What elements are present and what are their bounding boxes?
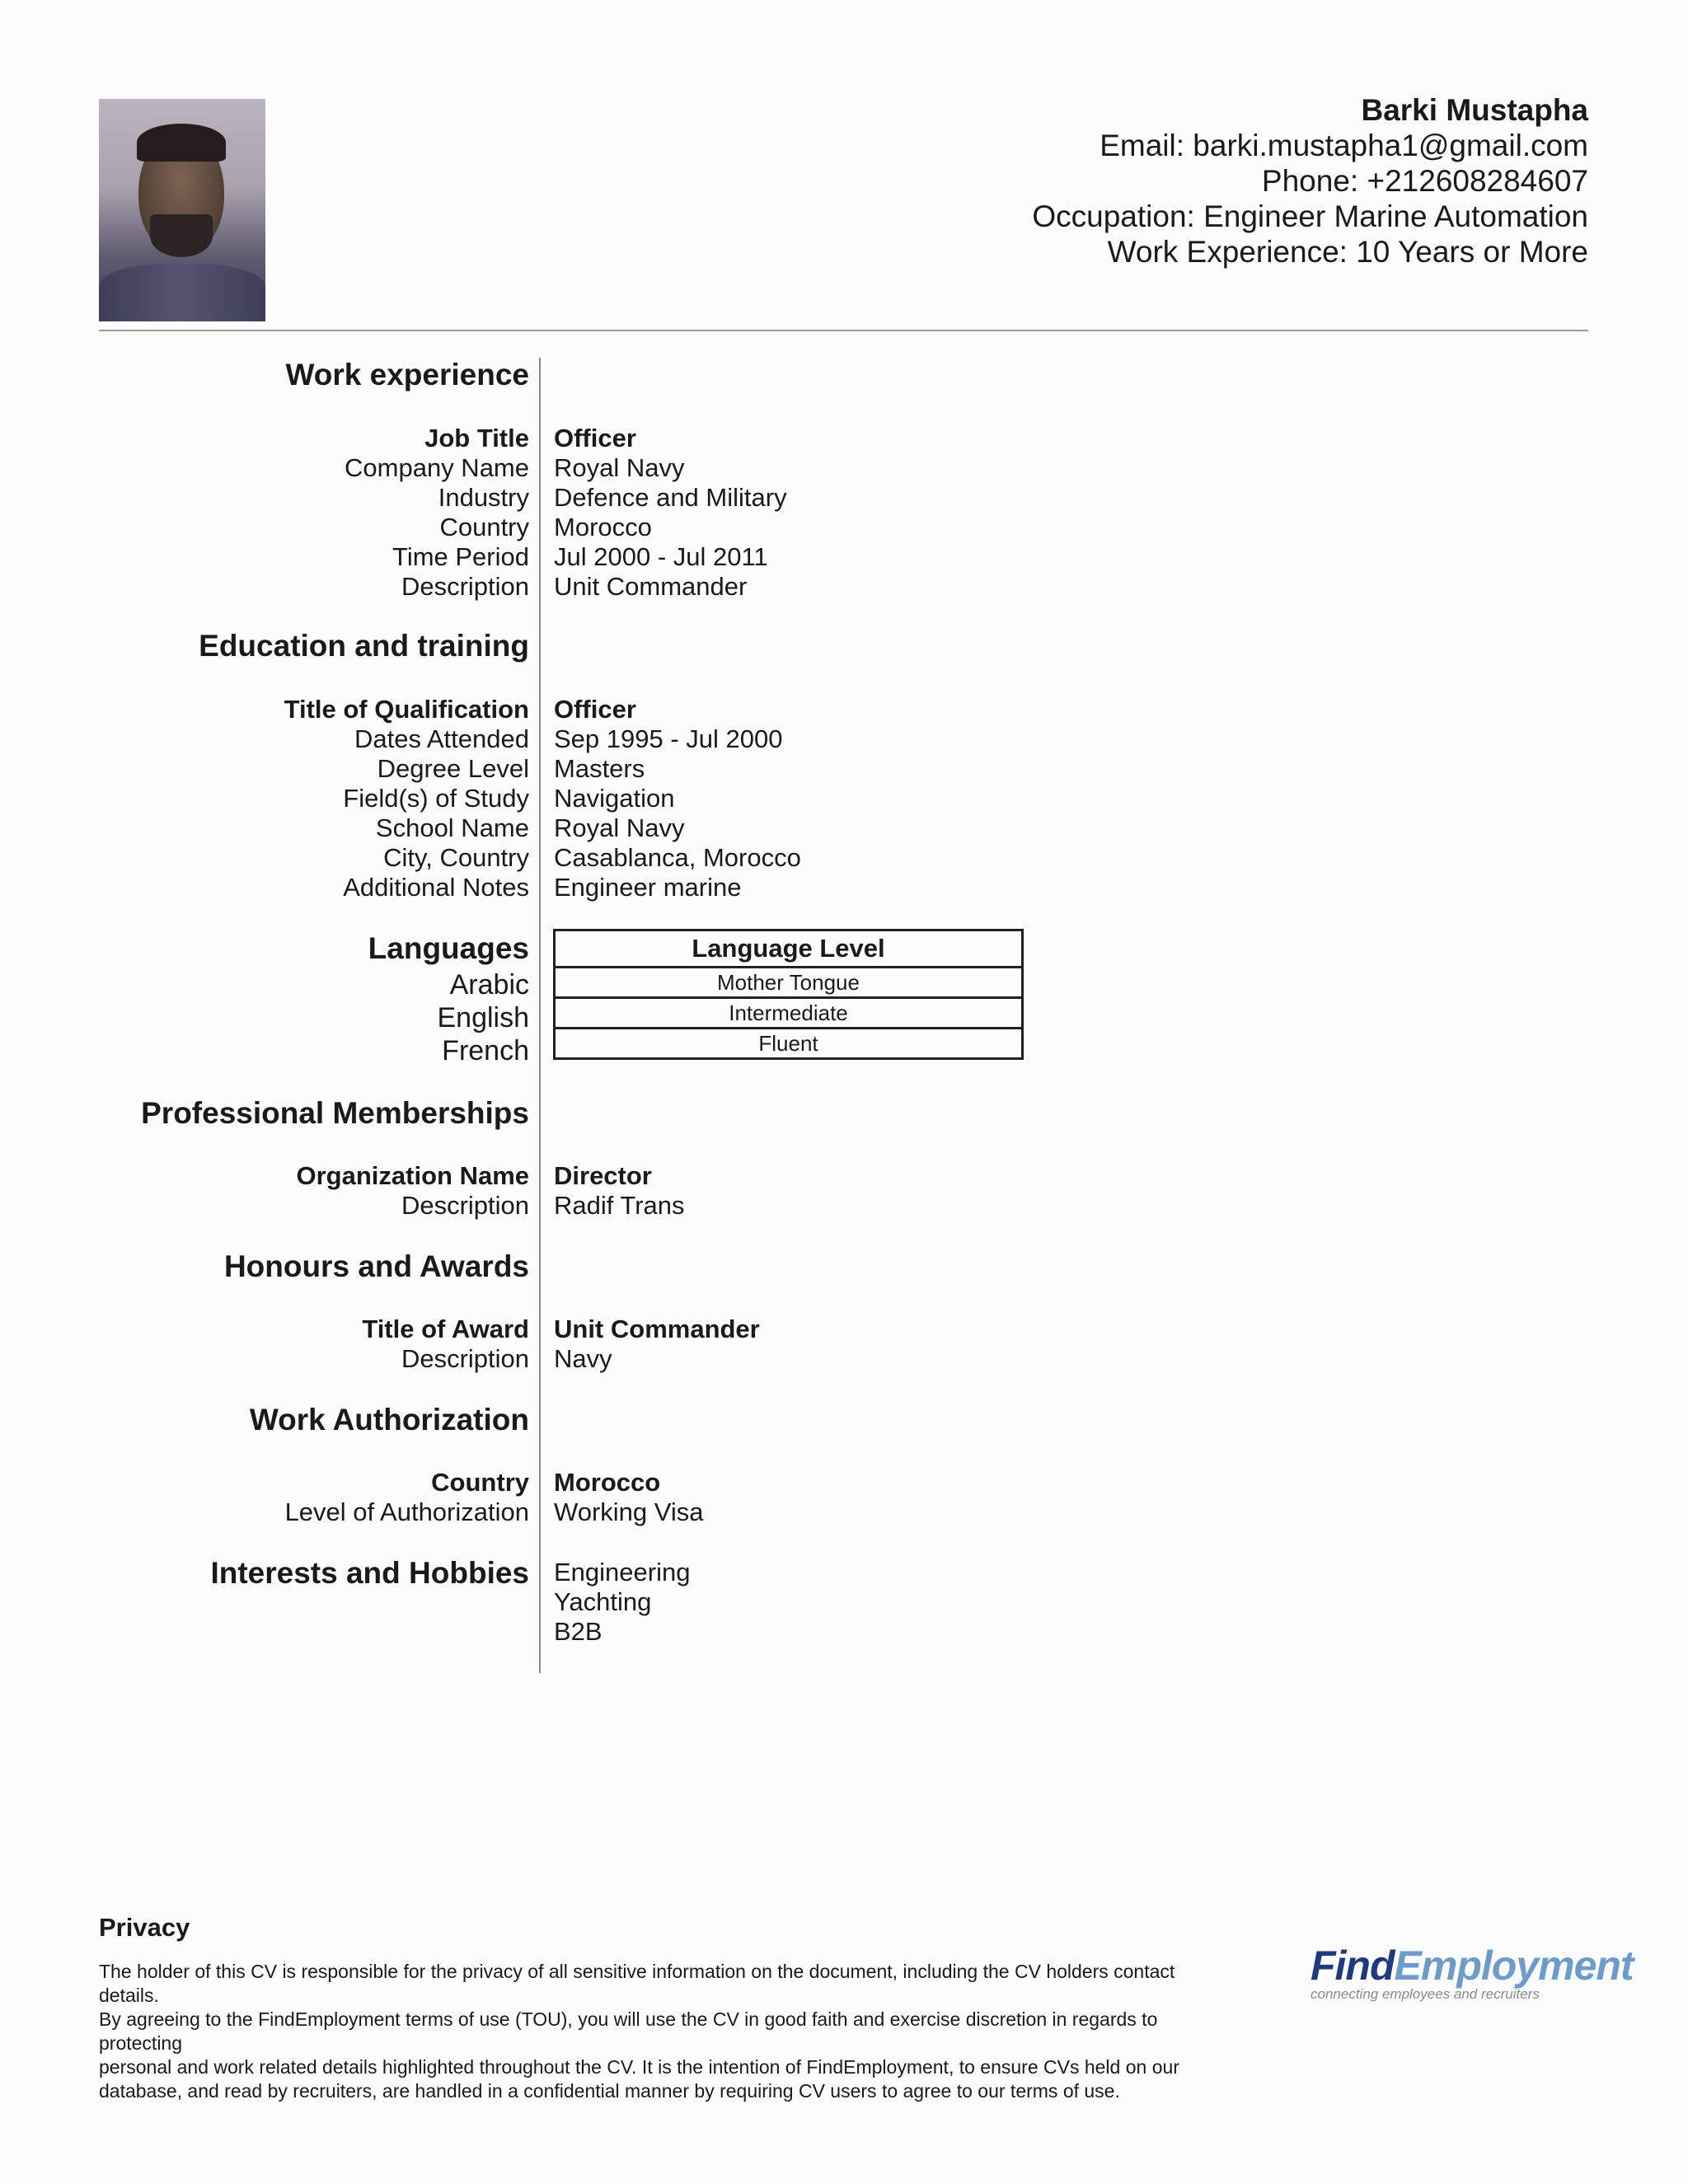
email-line: Email: barki.mustapha1@gmail.com [1100,129,1588,162]
field-label: Country [439,513,529,541]
field-value: Navy [554,1344,612,1373]
field-value: Royal Navy [554,813,685,842]
phone-line: Phone: +212608284607 [1261,164,1588,198]
language-name: French [442,1035,529,1066]
field-label: School Name [375,813,529,842]
column-divider [539,358,541,1673]
field-value: Sep 1995 - Jul 2000 [554,724,783,753]
field-value: Masters [554,754,645,783]
field-label: Time Period [392,542,529,571]
field-value: Defence and Military [554,483,787,512]
interest-item: Engineering [554,1558,691,1586]
field-label: Description [401,1344,529,1373]
interest-item: B2B [554,1617,603,1646]
section-title-work: Work experience [285,358,529,391]
field-value: Director [554,1161,652,1190]
language-level: Intermediate [555,998,1023,1029]
field-label: Company Name [345,453,529,482]
field-label: Description [401,1191,529,1220]
field-value: Unit Commander [554,572,748,601]
field-label: City, Country [383,843,529,872]
field-value: Navigation [554,784,675,813]
language-table-header: Language Level [555,930,1023,968]
field-value: Officer [554,695,636,724]
field-label: Field(s) of Study [343,784,529,813]
privacy-title: Privacy [99,1913,190,1942]
profile-photo [99,99,265,321]
privacy-line: By agreeing to the FindEmployment terms of use (TOU), you will use the CV in good faith and exercise discretion in regards to protecting [99,2008,1158,2054]
language-table [553,929,1024,1060]
field-value: Radif Trans [554,1191,685,1220]
field-value: Morocco [554,1468,661,1497]
field-value: Officer [554,424,636,452]
language-name: English [437,1002,529,1033]
section-title-interests: Interests and Hobbies [210,1556,529,1590]
logo-tagline: connecting employees and recruiters [1311,1986,1540,2002]
section-title-authorization: Work Authorization [249,1403,529,1436]
field-value: Casablanca, Morocco [554,843,801,872]
logo-employment: Employment [1394,1943,1634,1989]
section-title-awards: Honours and Awards [223,1249,529,1283]
privacy-text [99,1960,1203,2103]
field-value: Engineer marine [554,873,742,902]
field-value: Working Visa [554,1497,704,1526]
header-divider [99,330,1588,331]
privacy-line: personal and work related details highlighted throughout the CV. It is the intention of FindEmployment, to ensure CVs held on our [99,2056,1179,2078]
candidate-name: Barki Mustapha [1361,93,1588,127]
field-label: Title of Award [362,1315,529,1343]
field-label: Description [401,572,529,601]
language-level: Fluent [555,1029,1023,1059]
privacy-line: The holder of this CV is responsible for the privacy of all sensitive information on the document, including the CV holders contact details. [99,1961,1175,2006]
field-label: Title of Qualification [284,695,529,724]
logo-find: Find [1311,1943,1395,1989]
field-value: Unit Commander [554,1315,760,1343]
field-value: Morocco [554,513,652,541]
field-label: Degree Level [377,754,529,783]
occupation-line: Occupation: Engineer Marine Automation [1032,199,1588,233]
interest-item: Yachting [554,1587,652,1616]
section-title-memberships: Professional Memberships [141,1096,529,1130]
field-value: Jul 2000 - Jul 2011 [554,542,768,571]
language-name: Arabic [449,969,529,1001]
language-level: Mother Tongue [555,968,1023,998]
field-value: Royal Navy [554,453,685,482]
field-label: Organization Name [296,1161,529,1190]
findemployment-logo [1311,1942,1634,2003]
experience-line: Work Experience: 10 Years or More [1107,235,1588,269]
section-title-education: Education and training [199,629,529,663]
field-label: Level of Authorization [284,1497,529,1526]
field-label: Industry [438,483,529,512]
field-label: Country [431,1468,529,1497]
field-label: Job Title [424,424,529,452]
field-label: Dates Attended [354,724,529,753]
contact-header [1032,92,1588,269]
field-label: Additional Notes [343,873,529,902]
privacy-line: database, and read by recruiters, are handled in a confidential manner by requiring CV users to agree to our terms of use. [99,2080,1120,2102]
section-title-languages: Languages [368,931,529,965]
